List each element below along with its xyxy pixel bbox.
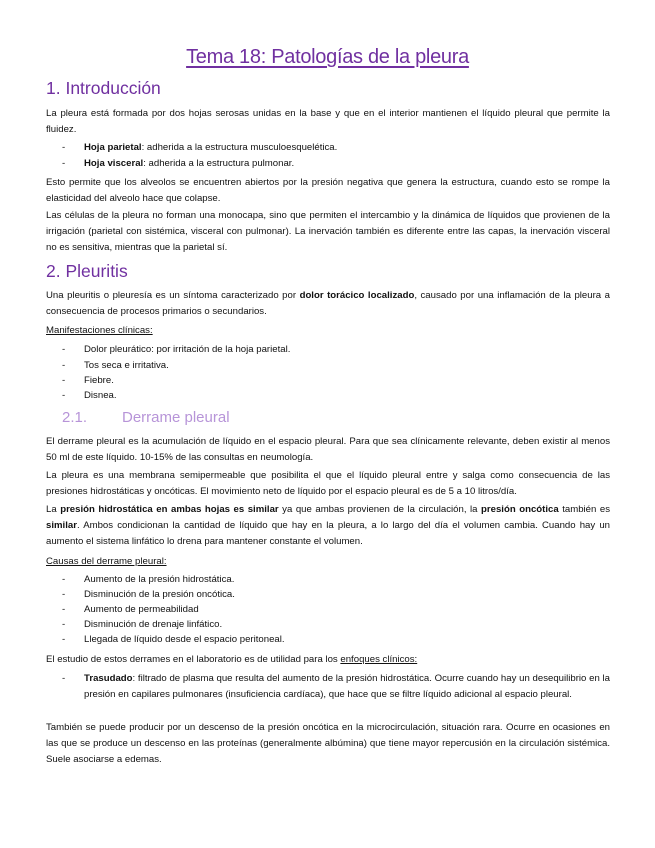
- list-dash: -: [62, 158, 66, 169]
- page-title: Tema 18: Patologías de la pleura: [186, 46, 469, 68]
- term-trasudado: Trasudado: [84, 673, 133, 684]
- term-hoja-visceral: Hoja visceral: [84, 158, 144, 169]
- definition-hoja-visceral: : adherida a la estructura pulmonar.: [143, 158, 295, 169]
- intro-paragraph-3: Las células de la pleura no forman una monocapa, sino que permiten el intercambio y la dinámica de líquidos que provienen de la irrigación (parietal con sistémica, visceral con pulmonar). La inervación también es diferente entre las capas, la inervación visceral no es sensitiva, mientras que la parietal sí.: [46, 210, 610, 254]
- derrame-paragraph-2: La pleura es una membrana semipermeable que posibilita el que el líquido pleural entre y salga como consecuencia de las presiones hidrostáticas y oncóticas. El movimiento neto de líquido por el espacio pleural es de 5 a 10 litros/día.: [46, 470, 610, 498]
- derrame-paragraph-5: También se puede producir por un descenso de la presión oncótica en la microcirculación, situación rara. Ocurre en ocasiones en las que se produce un descenso en las proteínas (generalmente albúmina) que tiene mayor repercusión en la circulación sistémica. Suele asociarse a edemas.: [46, 722, 610, 766]
- definition-hoja-parietal: : adherida a la estructura musculoesquelética.: [141, 142, 338, 153]
- intro-paragraph-2: Esto permite que los alveolos se encuentren abiertos por la presión negativa que genera la estructura, cuando esto se rompe la elasticidad del alveolo hace que colapse.: [46, 177, 610, 205]
- derrame-paragraph-3: La presión hidrostática en ambas hojas es similar ya que ambas provienen de la circulación, la presión oncótica también es similar. Ambos condicionan la cantidad de líquido que hay en la pleura, a lo largo del día el volumen cambia. Cuando hay un aumento el sistema linfático lo drena para mantener constante el volumen.: [46, 504, 610, 548]
- list-dash: -: [62, 142, 66, 153]
- heading-introduccion: 1. Introducción: [46, 78, 161, 98]
- pleuritis-paragraph-1: Una pleuritis o pleuresía es un síntoma caracterizado por dolor torácico localizado, causado por una inflamación de la pleura a consecuencia de procesos primarios o secundarios.: [46, 290, 610, 318]
- derrame-paragraph-1: El derrame pleural es la acumulación de líquido en el espacio pleural. Para que sea clínicamente relevante, deben existir al menos 50 ml de este líquido. 10-15% de las consultas en neumología.: [46, 436, 610, 464]
- term-dolor-toracico: dolor torácico localizado: [299, 290, 415, 301]
- manifestaciones-title: Manifestaciones clínicas:: [46, 325, 153, 336]
- heading-derrame-pleural: 2.1. Derrame pleural: [62, 409, 230, 426]
- term-hoja-parietal: Hoja parietal: [84, 142, 142, 153]
- heading-number: 2.1.: [62, 409, 88, 426]
- intro-paragraph-1: La pleura está formada por dos hojas serosas unidas en la base y que en el interior mantienen el líquido pleural que permite la fluidez.: [46, 108, 610, 136]
- causas-title: Causas del derrame pleural:: [46, 556, 167, 567]
- derrame-paragraph-4: El estudio de estos derrames en el laboratorio es de utilidad para los enfoques clínicos:: [46, 654, 418, 665]
- document-page: Tema 18: Patologías de la pleura 1. Introducción La pleura está formada por dos hojas serosas unidas en la base y que en el interior mantienen el líquido pleural que permite la fluidez. - Hoja parietal: adherida a la estructura musculoesquelética. - Hoja visceral: adherida a la estructura pulmonar. Esto permite que los alveolos se encuentren abiertos por la presión negativa que genera la estructura, cuando esto se rompe la elasticidad del alveolo hace que colapse. Las células de la pleura no forman una monocapa, sino que permiten el intercambio y la dinámica de líquidos que provienen de la irrigación (parietal con sistémica, visceral con pulmonar). La inervación también es diferente entre las capas, la inervación visceral no es sensitiva, mientras que la parietal sí. 2. Pleuritis Una pleuritis o pleuresía es un síntoma caracterizado por dolor torácico localizado, causado por una inflamación de la pleura a consecuencia de procesos primarios o secundarios. Manifestaciones clínicas: - Dolor pleurático: por irritación de la hoja parietal. - Tos seca e irritativa. - Fiebre. - Disnea. 2.1. Derrame pleural El derrame pleural es la acumulación de líquido en el espacio pleural. Para que sea clínicamente relevante, deben existir al menos 50 ml de este líquido. 10-15% de las consultas en neumología. La pleura es una membrana semipermeable que posibilita el que el líquido pleural entre y salga como consecuencia de las presiones hidrostáticas y oncóticas. El movimiento neto de líquido por el espacio pleural es de 5 a 10 litros/día. La presión hidrostática en ambas hojas es similar ya que ambas provienen de la circulación, la presión oncótica también es similar. Ambos condicionan la cantidad de líquido que hay en la pleura, a lo largo del día el volumen cambia. Cuando hay un aumento el sistema linfático lo drena para mantener constante el volumen. Causas del derrame pleural: - Aumento de la presión hidrostática. - Disminución de la presión oncótica. - Aumento de permeabilidad - Disminución de drenaje linfático. - Llegada de líquido desde el espacio peritoneal. El estudio de estos derrames en el laboratorio es de utilidad para los enfoques clínicos: - Trasudado: filtrado de plasma que resulta del aumento de la presión hidrostática. Ocurre cuando hay un desequilibrio en la presión en capilares pulmonares (insuficiencia cardíaca), que hace que se filtre líquido adicional al espacio pleural. También se puede producir por un descenso de la presión oncótica en la microcirculación, situación rara. Ocurre en ocasiones en las que se produce un descenso en las proteínas (generalmente albúmina) que tiene mayor repercusión en la circulación sistémica. Suele asociarse a edemas.: [0, 0, 655, 848]
- heading-pleuritis: 2. Pleuritis: [46, 261, 128, 281]
